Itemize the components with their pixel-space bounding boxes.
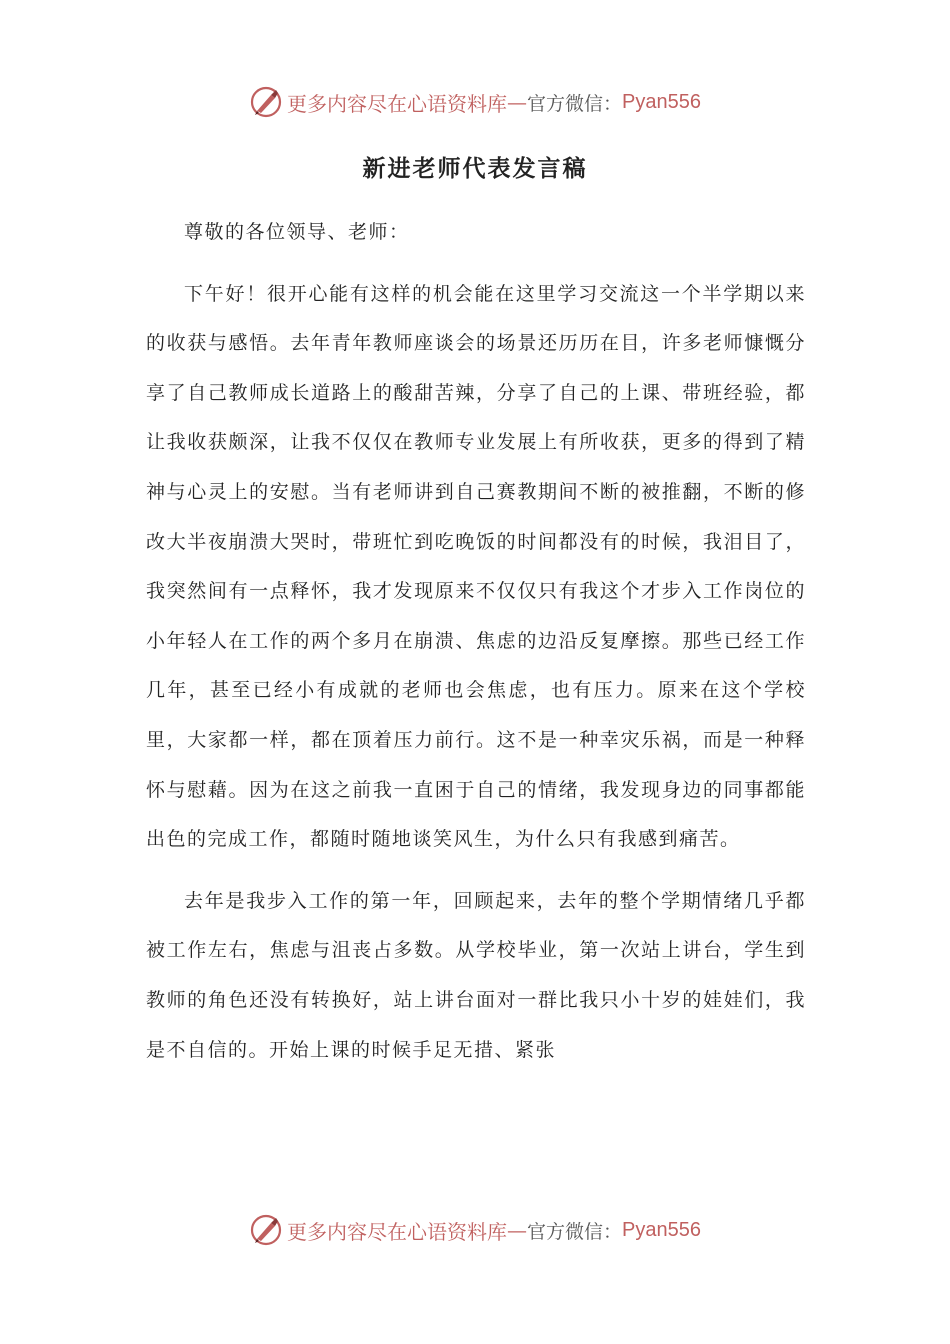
paragraph: 下午好！很开心能有这样的机会能在这里学习交流这一个半学期以来的收获与感悟。去年青年教师座谈会的场景还历历在目，许多老师慷慨分享了自己教师成长道路上的酸甜苦辣，分享了自己的上课、带班经验，都让我收获颇深，让我不仅仅在教师专业发展上有所收获，更多的得到了精神与心灵上的安慰。当有老师讲到自己赛教期间不断的被推翻，不断的修改大半夜崩溃大哭时，带班忙到吃晚饭的时间都没有的时候，我泪目了，我突然间有一点释怀，我才发现原来不仅仅只有我这个才步入工作岗位的小年轻人在工作的两个多月在崩溃、焦虑的边沿反复摩擦。那些已经工作几年，甚至已经小有成就的老师也会焦虑，也有压力。原来在这个学校里，大家都一样，都在顶着压力前行。这不是一种幸灾乐祸，而是一种释怀与慰藉。因为在这之前我一直困于自己的情绪，我发现身边的同事都能出色的完成工作，都随时随地谈笑风生，为什么只有我感到痛苦。 xyxy=(146,282,806,851)
banner-slogan: 更多内容尽在心语资料库 xyxy=(287,1219,507,1244)
paragraph: 去年是我步入工作的第一年，回顾起来，去年的整个学期情绪几乎都被工作左右，焦虑与沮丧占多数。从学校毕业，第一次站上讲台，学生到教师的角色还没有转换好，站上讲台面对一群比我只小十岁的娃娃们，我是不自信的。开始上课的时候手足无措、紧张 xyxy=(146,889,806,1061)
wechat-label: 官方微信： xyxy=(527,92,623,115)
document-title: 新进老师代表发言稿 xyxy=(362,155,588,182)
banner-dash: — xyxy=(507,1218,527,1242)
wechat-id: Pyan556 xyxy=(622,90,701,113)
banner-dash: — xyxy=(507,90,527,114)
footer-watermark-banner xyxy=(0,1208,950,1252)
header-watermark-banner xyxy=(0,80,950,124)
pen-logo-icon xyxy=(249,1213,283,1247)
wechat-label: 官方微信： xyxy=(527,1220,623,1243)
document-body xyxy=(146,208,806,1087)
pen-logo-icon xyxy=(249,85,283,119)
salutation: 尊敬的各位领导、老师： xyxy=(184,221,410,243)
banner-slogan: 更多内容尽在心语资料库 xyxy=(287,91,507,116)
wechat-id: Pyan556 xyxy=(622,1218,701,1241)
